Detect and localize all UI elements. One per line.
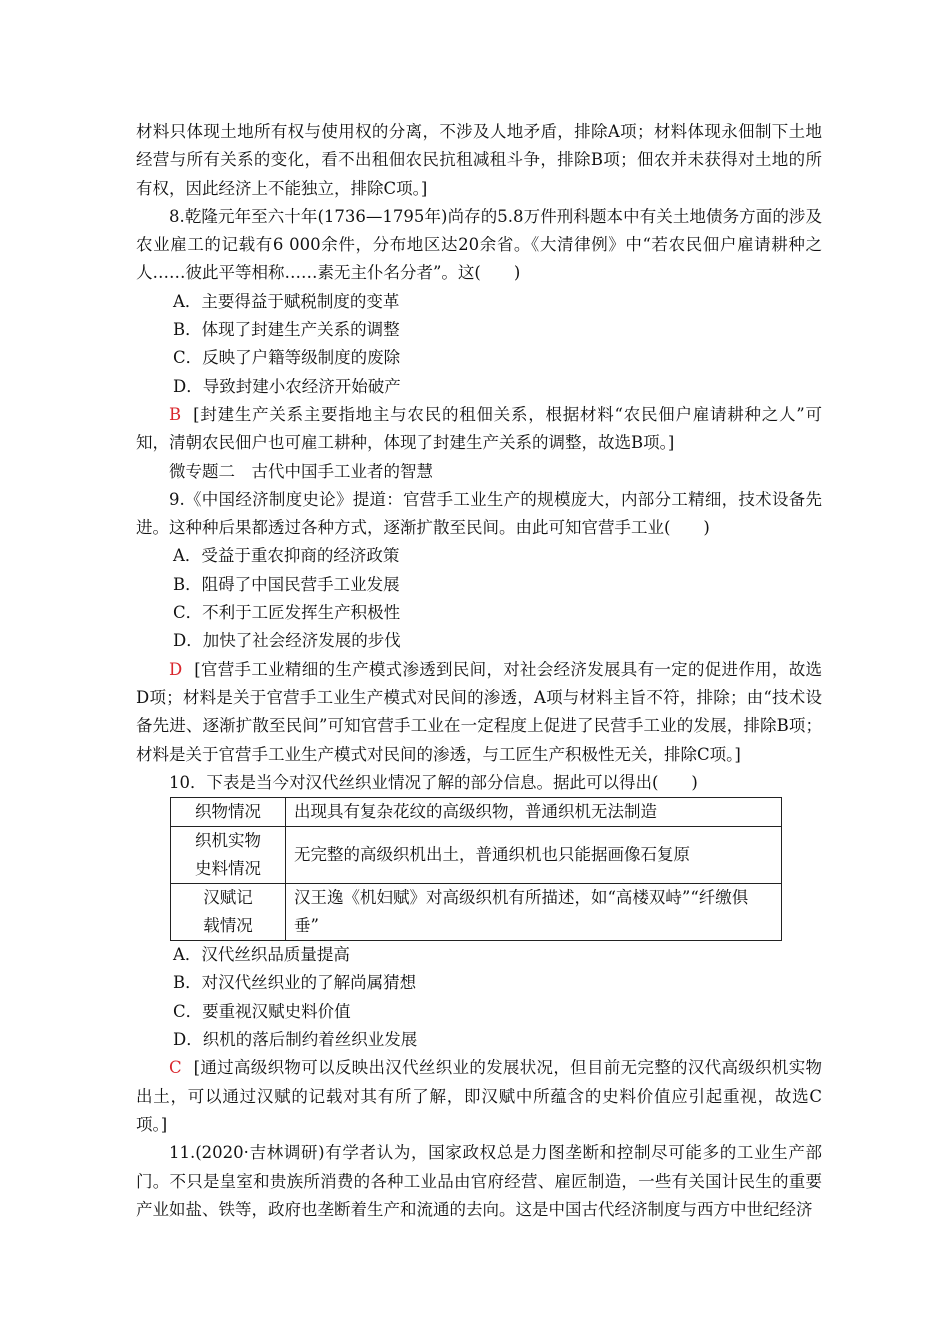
table-value-cell: 无完整的高级织机出土，普通织机也只能据画像石复原 [286,827,782,884]
question-8-stem: 8.乾隆元年至六十年(1736—1795年)尚存的5.8万件刑科题本中有关土地债务方面的涉及农业雇工的记载有6 000余件，分布地区达20余省。《大清律例》中“若农民佃户雇请耕种之人……彼此平等相称……素无主仆名分者”。这( ) [136,206,822,283]
question-11-stem: 11.(2020·吉林调研)有学者认为，国家政权总是力图垄断和控制尽可能多的工业生产部门。不只是皇室和贵族所消费的各种工业品由官府经营、雇匠制造，一些有关国计民生的重要产业如盐、铁等，政府也垄断着生产和流通的去向。这是中国古代经济制度与西方中世纪经济 [136,1143,822,1219]
question-8-option-d: D．导致封建小农经济开始破产 [173,376,401,396]
question-10-option-a: A．汉代丝织品质量提高 [173,945,350,965]
answer-explanation: [官营手工业精细的生产模式渗透到民间，对社会经济发展具有一定的促进作用，故选D项；材料是关于官营手工业生产模式对民间的渗透，A项与材料主旨不符，排除；由“技术设备先进、逐渐扩散至民间”可知官营手工业在一定程度上促进了民营手工业的发展，排除B项；材料是关于官营手工业生产模式对民间的渗透，与工匠生产积极性无关，排除C项。] [136,659,822,764]
intro-paragraph: 材料只体现土地所有权与使用权的分离，不涉及人地矛盾，排除A项；材料体现永佃制下土地经营与所有关系的变化，看不出租佃农民抗租减租斗争，排除B项；佃农并未获得对土地的所有权，因此经济上不能独立，排除C项。] [136,122,822,198]
answer-explanation: [封建生产关系主要指地主与农民的租佃关系，根据材料“农民佃户雇请耕种之人”可知，清朝农民佃户也可雇工耕种，体现了封建生产关系的调整，故选B项。] [136,404,822,453]
question-8-option-a: A．主要得益于赋税制度的变革 [173,291,400,311]
table-key-cell: 织物情况 [171,798,286,827]
question-9-stem: 9.《中国经济制度史论》提道：官营手工业生产的规模庞大，内部分工精细，技术设备先进。这种种后果都透过各种方式，逐渐扩散至民间。由此可知官营手工业( ) [136,489,822,538]
table-value-cell: 出现具有复杂花纹的高级织物，普通织机无法制造 [286,798,782,827]
answer-letter: B [169,404,182,424]
question-10-answer [136,1054,822,1139]
question-10-option-d: D．织机的落后制约着丝织业发展 [173,1030,418,1050]
question-9-answer [136,656,822,769]
question-9-option-d: D．加快了社会经济发展的步伐 [173,631,401,651]
answer-letter: C [169,1058,182,1078]
section-title: 微专题二 古代中国手工业者的智慧 [169,461,433,481]
question-8-option-b: B．体现了封建生产关系的调整 [173,320,400,340]
table-value-cell: 汉王逸《机妇赋》对高级织机有所描述，如“高楼双峙”“纤缴俱垂” [286,884,782,941]
table-row [171,884,782,941]
answer-letter: D [169,659,183,679]
question-10-option-c: C．要重视汉赋史料价值 [173,1001,351,1021]
table-key-text: 汉赋记载情况 [203,888,253,936]
question-8-option-c: C．反映了户籍等级制度的废除 [173,348,401,368]
question-8-answer [136,401,822,458]
question-9-option-b: B．阻碍了中国民营手工业发展 [173,574,400,594]
question-10-option-b: B．对汉代丝织业的了解尚属猜想 [173,973,417,993]
table-key-cell [171,884,286,941]
question-9-option-a: A．受益于重农抑商的经济政策 [173,546,400,566]
question-9-option-c: C．不利于工匠发挥生产积极性 [173,603,401,623]
table-row [171,827,782,884]
answer-explanation: [通过高级织物可以反映出汉代丝织业的发展状况，但目前无完整的汉代高级织机实物出土，可以通过汉赋的记载对其有所了解，即汉赋中所蕴含的史料价值应引起重视，故选C项。] [136,1058,822,1134]
document-body [136,118,822,1224]
table-key-text: 织机实物史料情况 [195,831,261,879]
table-key-cell [171,827,286,884]
question-10-stem: 10．下表是当今对汉代丝织业情况了解的部分信息。据此可以得出( ) [169,772,698,792]
silk-info-table [170,797,782,941]
table-row [171,798,782,827]
